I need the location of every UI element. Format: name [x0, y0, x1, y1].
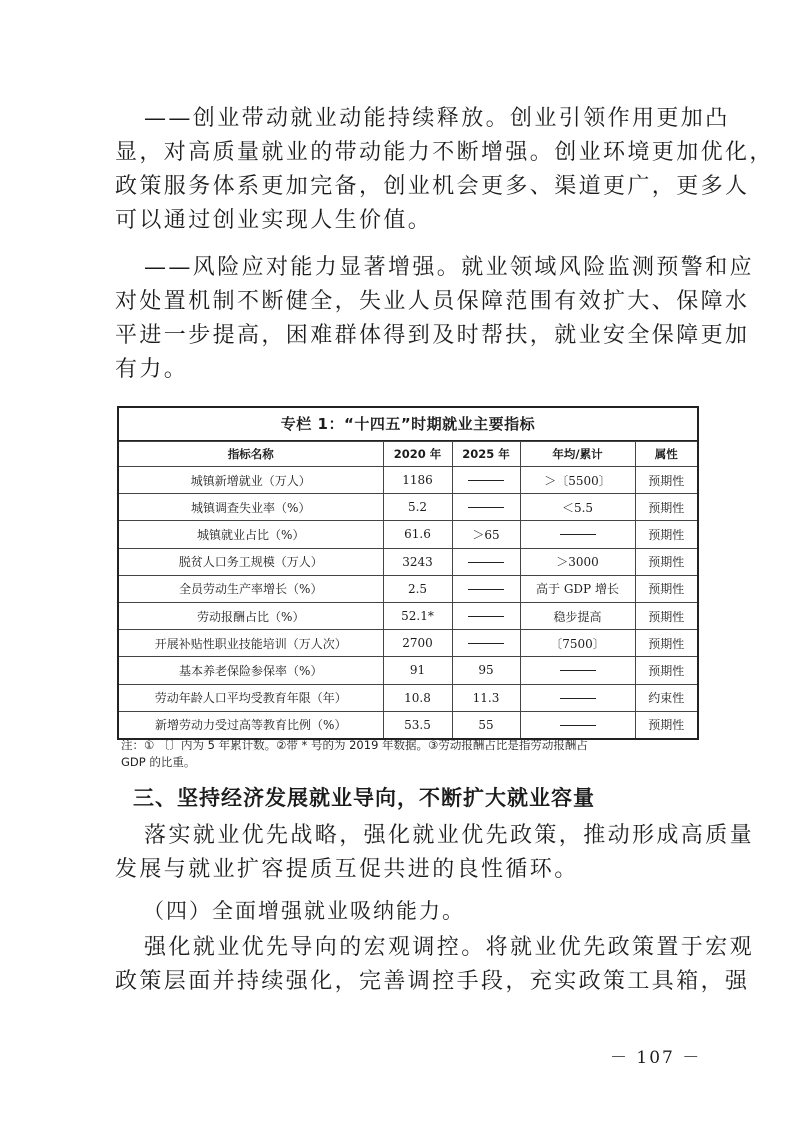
table-row	[119, 494, 697, 521]
dash-mark	[560, 670, 596, 671]
indicator-table-panel	[117, 406, 699, 740]
paragraph-line: ——创业带动就业动能持续释放。创业引领作用更加凸	[144, 106, 730, 131]
cell-2020-value: 52.1*	[383, 602, 452, 629]
cell-2025-value	[452, 630, 520, 657]
paragraph-line: 对处置机制不断健全，失业人员保障范围有效扩大、保障水	[115, 289, 750, 314]
cell-2020-value: 3243	[383, 548, 452, 575]
page-number: － 107 －	[610, 1048, 702, 1068]
cell-attribute: 预期性	[635, 467, 697, 494]
table-note-line: GDP 的比重。	[121, 755, 196, 769]
paragraph-line: 平进一步提高，困难群体得到及时帮扶，就业安全保障更加	[115, 323, 750, 348]
cell-2025-value	[452, 575, 520, 602]
cell-attribute: 预期性	[635, 494, 697, 521]
paragraph-entrepreneurship	[115, 102, 774, 238]
table-note	[121, 737, 701, 771]
cell-indicator-name: 劳动年龄人口平均受教育年限（年）	[119, 684, 383, 711]
dash-mark	[560, 698, 596, 699]
column-header-2020: 2020 年	[383, 442, 452, 467]
dash-mark	[468, 480, 504, 481]
column-header-2025: 2025 年	[452, 442, 520, 467]
dash-mark	[468, 643, 504, 644]
cell-attribute: 预期性	[635, 602, 697, 629]
cell-attribute: 约束性	[635, 684, 697, 711]
paragraph-line: ——风险应对能力显著增强。就业领域风险监测预警和应	[144, 255, 755, 280]
section-heading: 三、坚持经济发展就业导向，不断扩大就业容量	[133, 786, 595, 810]
cell-average-value	[520, 521, 635, 548]
dash-mark	[560, 725, 596, 726]
table-header-row	[119, 442, 697, 467]
table-row	[119, 548, 697, 575]
cell-2025-value: 55	[452, 711, 520, 738]
table-title: 专栏 1：“十四五”时期就业主要指标	[119, 408, 697, 441]
cell-2020-value: 10.8	[383, 684, 452, 711]
column-header-attribute: 属性	[635, 442, 697, 467]
cell-2025-value	[452, 467, 520, 494]
cell-indicator-name: 脱贫人口务工规模（万人）	[119, 548, 383, 575]
dash-mark	[468, 589, 504, 590]
table-row	[119, 521, 697, 548]
cell-indicator-name: 劳动报酬占比（%）	[119, 602, 383, 629]
cell-2020-value: 5.2	[383, 494, 452, 521]
table-row	[119, 575, 697, 602]
cell-indicator-name: 城镇就业占比（%）	[119, 521, 383, 548]
table-row	[119, 467, 697, 494]
cell-indicator-name: 全员劳动生产率增长（%）	[119, 575, 383, 602]
cell-2025-value: 11.3	[452, 684, 520, 711]
table-row	[119, 630, 697, 657]
cell-attribute: 预期性	[635, 711, 697, 738]
cell-average-value: ＞3000	[520, 548, 635, 575]
column-header-name: 指标名称	[119, 442, 383, 467]
cell-average-value: 稳步提高	[520, 602, 635, 629]
cell-2025-value: ＞65	[452, 521, 520, 548]
dash-mark	[468, 507, 504, 508]
cell-2025-value	[452, 494, 520, 521]
paragraph-line: 政策服务体系更加完备，创业机会更多、渠道更广，更多人	[115, 174, 750, 199]
cell-average-value: ＜5.5	[520, 494, 635, 521]
cell-2020-value: 53.5	[383, 711, 452, 738]
cell-indicator-name: 基本养老保险参保率（%）	[119, 657, 383, 684]
cell-indicator-name: 城镇调查失业率（%）	[119, 494, 383, 521]
cell-indicator-name: 开展补贴性职业技能培训（万人次）	[119, 630, 383, 657]
paragraph-line: 有力。	[115, 357, 189, 382]
indicator-table	[119, 441, 697, 738]
table-note-line: 注：① 〔〕内为 5 年累计数。②带 * 号的为 2019 年数据。③劳动报酬占比是指劳动报酬占	[121, 738, 588, 752]
cell-attribute: 预期性	[635, 630, 697, 657]
subsection-heading: （四）全面增强就业吸纳能力。	[143, 899, 465, 923]
paragraph-line: 强化就业优先导向的宏观调控。将就业优先政策置于宏观	[144, 935, 755, 960]
dash-mark	[560, 534, 596, 535]
cell-attribute: 预期性	[635, 521, 697, 548]
cell-indicator-name: 城镇新增就业（万人）	[119, 467, 383, 494]
cell-average-value: 高于 GDP 增长	[520, 575, 635, 602]
cell-2020-value: 91	[383, 657, 452, 684]
paragraph-line: 显，对高质量就业的带动能力不断增强。创业环境更加优化，	[115, 140, 774, 165]
cell-attribute: 预期性	[635, 575, 697, 602]
dash-mark	[468, 616, 504, 617]
cell-2025-value	[452, 548, 520, 575]
paragraph-line: 落实就业优先战略，强化就业优先政策，推动形成高质量	[144, 823, 755, 848]
table-row	[119, 602, 697, 629]
cell-average-value: 〔7500〕	[520, 630, 635, 657]
cell-2020-value: 1186	[383, 467, 452, 494]
cell-average-value	[520, 684, 635, 711]
cell-2020-value: 2.5	[383, 575, 452, 602]
cell-2020-value: 2700	[383, 630, 452, 657]
cell-indicator-name: 新增劳动力受过高等教育比例（%）	[119, 711, 383, 738]
table-row	[119, 657, 697, 684]
cell-average-value	[520, 711, 635, 738]
table-row	[119, 711, 697, 738]
table-row	[119, 684, 697, 711]
cell-average-value: ＞〔5500〕	[520, 467, 635, 494]
cell-2025-value: 95	[452, 657, 520, 684]
cell-2025-value	[452, 602, 520, 629]
paragraph-line: 发展与就业扩容提质互促共进的良性循环。	[115, 857, 579, 882]
column-header-average: 年均/累计	[520, 442, 635, 467]
paragraph-macro-control	[115, 931, 755, 999]
paragraph-line: 可以通过创业实现人生价值。	[115, 208, 433, 233]
paragraph-line: 政策层面并持续强化，完善调控手段，充实政策工具箱，强	[115, 969, 750, 994]
cell-attribute: 预期性	[635, 657, 697, 684]
cell-2020-value: 61.6	[383, 521, 452, 548]
paragraph-risk-response	[115, 251, 755, 387]
cell-average-value	[520, 657, 635, 684]
paragraph-employment-priority	[115, 819, 755, 887]
dash-mark	[468, 562, 504, 563]
cell-attribute: 预期性	[635, 548, 697, 575]
